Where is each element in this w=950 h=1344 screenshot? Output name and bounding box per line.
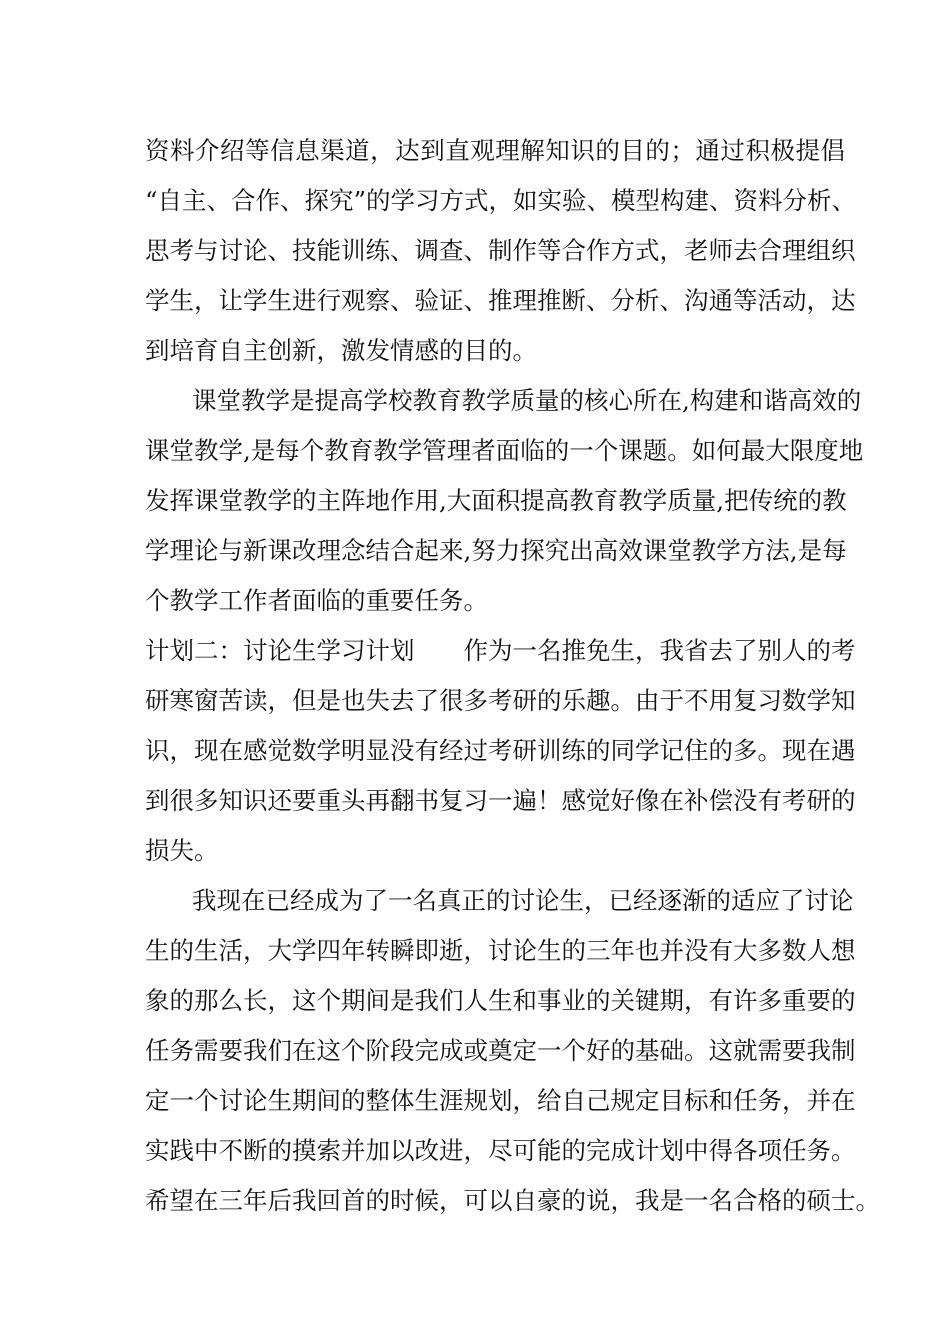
text-line: 识，现在感觉数学明显没有经过考研训练的同学记住的多。现在遇 [145, 736, 856, 765]
text-line: 定一个讨论生期间的整体生涯规划，给自己规定目标和任务，并在 [145, 1086, 856, 1115]
section-heading-line: 计划二：讨论生学习计划 作为一名推免生，我省去了别人的考 [145, 636, 856, 665]
text-line: 到培育自主创新，激发情感的目的。 [145, 336, 537, 365]
text-line: 资料介绍等信息渠道，达到直观理解知识的目的；通过积极提倡 [145, 136, 845, 165]
text-line: 象的那么长，这个期间是我们人生和事业的关键期，有许多重要的 [145, 986, 856, 1015]
text-line: 学生，让学生进行观察、验证、推理推断、分析、沟通等活动，达 [145, 286, 856, 315]
text-line: “自主、合作、探究”的学习方式，如实验、模型构建、资料分析、 [145, 186, 857, 215]
text-line: 生的生活，大学四年转瞬即逝，讨论生的三年也并没有大多数人想 [145, 936, 856, 965]
text-line: 实践中不断的摸索并加以改进，尽可能的完成计划中得各项任务。 [145, 1136, 856, 1165]
text-line: 思考与讨论、技能训练、调查、制作等合作方式，老师去合理组织 [145, 236, 856, 265]
text-line: 到很多知识还要重头再翻书复习一遍！感觉好像在补偿没有考研的 [145, 786, 856, 815]
text-line: 课堂教学,是每个教育教学管理者面临的一个课题。如何最大限度地 [145, 436, 864, 465]
text-line: 学理论与新课改理念结合起来,努力探究出高效课堂教学方法,是每 [145, 536, 847, 565]
text-line: 损失。 [145, 836, 219, 865]
text-line: 发挥课堂教学的主阵地作用,大面积提高教育教学质量,把传统的教 [145, 486, 847, 515]
text-line: 任务需要我们在这个阶段完成或奠定一个好的基础。这就需要我制 [145, 1036, 856, 1065]
paragraph-first-line: 课堂教学是提高学校教育教学质量的核心所在,构建和谐高效的 [192, 386, 862, 415]
paragraph-first-line: 我现在已经成为了一名真正的讨论生，已经逐渐的适应了讨论 [192, 886, 854, 915]
text-line: 研寒窗苦读，但是也失去了很多考研的乐趣。由于不用复习数学知 [145, 686, 856, 715]
text-line: 希望在三年后我回首的时候，可以自豪的说，我是一名合格的硕士。 [145, 1186, 880, 1215]
text-line: 个教学工作者面临的重要任务。 [145, 586, 488, 615]
